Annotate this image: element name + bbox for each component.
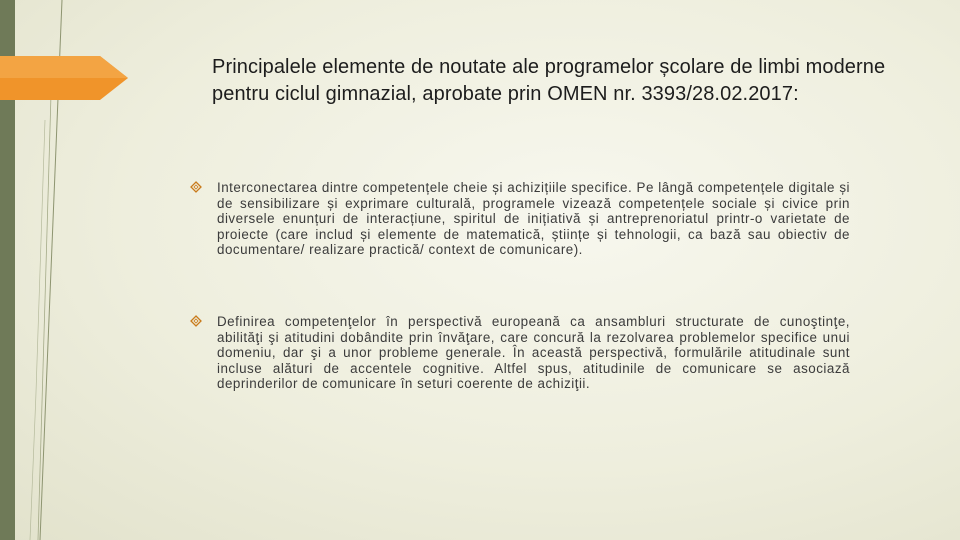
diamond-bullet-icon — [190, 315, 202, 327]
title-accent-tab — [0, 48, 130, 108]
bullet-text: Definirea competenţelor în perspectivă europeană ca ansambluri structurate de cunoştinţe, abilităţi şi atitudini dobândite prin învăţare, care concură la rezolvarea problemelor specifice unui domeniu, dar şi a unor probleme generale. În această perspectivă, formulările atitudinale sunt incluse alături de accentele cognitive. Altfel spus, atitudinile de comunicare se asociază deprinderilor de comunicare în seturi coerente de achiziţii. — [217, 314, 850, 392]
slide-title: Principalele elemente de noutate ale programelor școlare de limbi moderne pentru ciclul gimnazial, aprobate prin OMEN nr. 3393/28.02.2017: — [212, 56, 886, 105]
diamond-bullet-icon — [190, 181, 202, 193]
bullet-item — [190, 180, 850, 258]
bullet-item — [190, 314, 850, 392]
bullet-text: Interconectarea dintre competențele cheie și achizițiile specifice. Pe lângă competențele digitale și de sensibilizare și exprimare culturală, programele vizează competențele sociale și civice prin diversele enunțuri de interacțiune, spiritul de inițiativă și antreprenoriatul printr-o varietate de proiecte (care includ și elemente de matematică, științe și tehnologii, ca bază sau obiectiv de documentare/ realizare practică/ context de comunicare). — [217, 180, 850, 258]
